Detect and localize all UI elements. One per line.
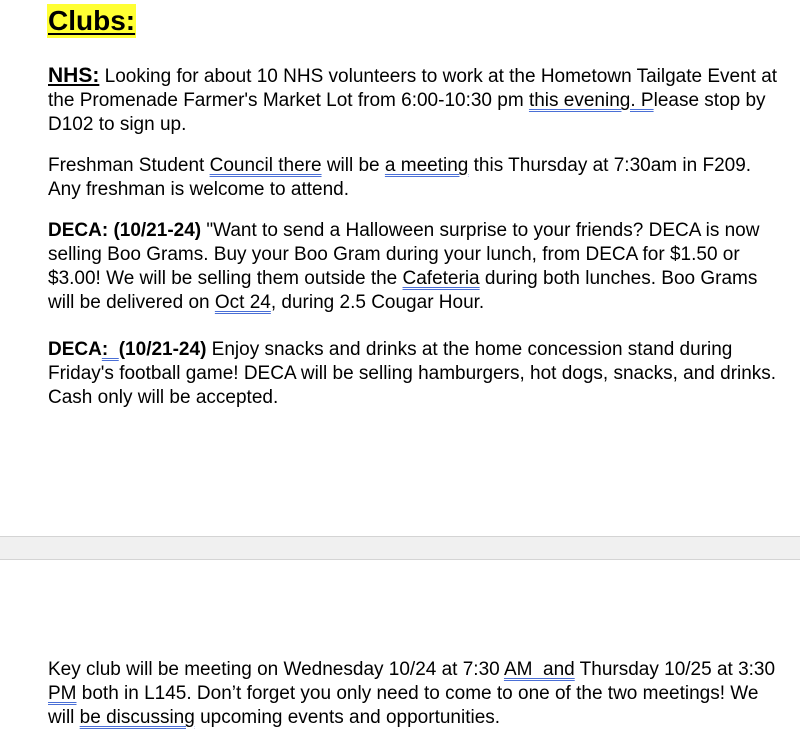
deca-boo-grams-label: DECA: (10/21-24) — [48, 220, 202, 241]
deca1-flagged-text-1[interactable]: Cafeteria — [402, 268, 480, 289]
nhs-flagged-text[interactable]: this evening. P — [528, 90, 654, 111]
key-club-announcement — [48, 658, 778, 730]
clubs-heading-wrapper — [47, 4, 136, 38]
freshman-council-announcement — [48, 154, 778, 202]
deca1-text-2: during both lunches. Boo Grams will be delivered on — [48, 268, 758, 313]
deca-boo-grams-announcement — [48, 219, 778, 315]
deca1-flagged-text-2[interactable]: Oct 24 — [214, 292, 271, 313]
nhs-label: NHS: — [48, 64, 100, 87]
freshman-flagged-text-1[interactable]: Council there — [209, 155, 322, 176]
keyclub-text-3: both in L145. Don’t forget you only need to come to one of the two meetings! We will — [48, 683, 759, 728]
keyclub-text-1: Key club will be meeting on Wednesday 10/24 at 7:30 — [48, 659, 504, 680]
freshman-text-1: Freshman Student — [48, 155, 210, 176]
clubs-heading: Clubs: — [48, 5, 136, 36]
deca-concession-label-b: (10/21-24) — [118, 339, 207, 360]
keyclub-flagged-text-3[interactable]: be discussing — [79, 707, 195, 728]
deca2-text-1: Enjoy snacks and drinks at the home concession stand during Friday's football game! DECA will be selling hamburgers, hot dogs, snacks, and drinks. Cash only will be accepted. — [48, 339, 777, 408]
deca-concession-flagged-colon[interactable]: : — [101, 339, 119, 360]
nhs-text-1: Looking for about 10 NHS volunteers to work at the Hometown Tailgate Event at the Promenade Farmer's Market Lot from 6:00-10:30 pm — [48, 66, 778, 111]
freshman-text-2: will be — [321, 155, 385, 176]
keyclub-text-2: Thursday 10/25 at 3:30 — [574, 659, 776, 680]
deca-concession-announcement — [48, 338, 778, 410]
document-page-2 — [0, 560, 800, 744]
deca-concession-label-a: DECA — [48, 339, 102, 360]
keyclub-flagged-text-2[interactable]: PM — [48, 683, 77, 704]
deca1-text-3: , during 2.5 Cougar Hour. — [270, 292, 485, 313]
freshman-text-3: this Thursday at 7:30am in F209. Any freshman is welcome to attend. — [48, 155, 752, 200]
deca1-text-1: "Want to send a Halloween surprise to your friends? DECA is now selling Boo Grams. Buy your Boo Gram during your lunch, from DECA for $1.50 or $3.00! We will be selling them outside the — [48, 220, 760, 289]
nhs-text-2: lease stop by D102 to sign up. — [48, 90, 766, 135]
keyclub-text-4: upcoming events and opportunities. — [194, 707, 501, 728]
page-break-gap — [0, 536, 800, 560]
keyclub-flagged-text-1[interactable]: AM and — [503, 659, 575, 680]
nhs-announcement — [48, 64, 778, 137]
freshman-flagged-text-2[interactable]: a meeting — [384, 155, 469, 176]
